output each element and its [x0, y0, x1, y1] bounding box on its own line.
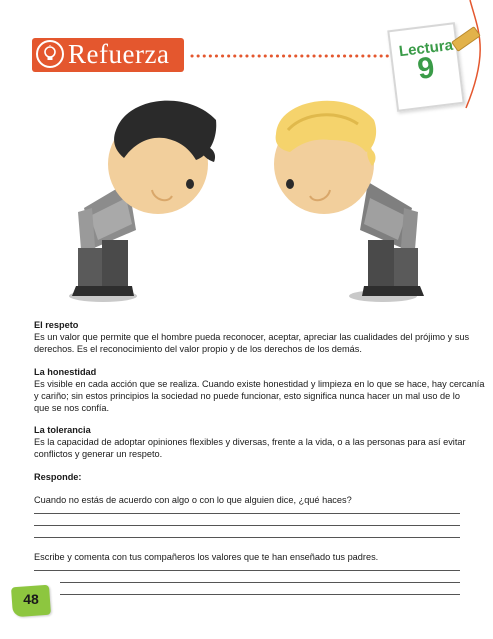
section-body-line: que se nos confía.	[34, 403, 110, 413]
answer-line[interactable]	[60, 582, 460, 583]
question-1: Cuando no estás de acuerdo con algo o con lo que alguien dice, ¿qué haces?	[34, 495, 352, 505]
section-body-line: Es la capacidad de adoptar opiniones flexibles y diversas, frente a la vida, o a las personas para así evitar	[34, 437, 466, 447]
answer-line[interactable]	[34, 570, 460, 571]
banner-title: Refuerza	[68, 39, 170, 69]
section-body-line: derechos. Es el reconocimiento del valor propio y de los derechos de los demás.	[34, 344, 362, 354]
section-body-line: y cariño; sin estos principios la sociedad no puede funcionar, esto significa nunca hacer un mal uso de lo	[34, 391, 460, 401]
left-boy	[72, 101, 216, 296]
question-2: Escribe y comenta con tus compañeros los valores que te han enseñado tus padres.	[34, 552, 379, 562]
section-heading-tolerancia: La tolerancia	[34, 425, 91, 435]
section-body-line: Es un valor que permite que el hombre pueda reconocer, aceptar, apreciar las cualidades del prójimo y sus	[34, 332, 470, 342]
activity-label: Responde:	[34, 472, 82, 482]
section-body-line: Es visible en cada acción que se realiza. Cuando existe honestidad y limpieza en lo que se hace, hay cercanía	[34, 379, 485, 389]
page-number: 48	[23, 591, 39, 607]
lesson-label: Lectura	[398, 36, 454, 61]
right-boy	[274, 101, 424, 296]
lesson-number: 9	[415, 51, 437, 86]
answer-line[interactable]	[60, 594, 460, 595]
section-heading-respeto: El respeto	[34, 320, 79, 330]
bowing-boys-illustration	[68, 90, 428, 304]
dotted-divider	[190, 54, 405, 58]
answer-line[interactable]	[34, 525, 460, 526]
section-heading-honestidad: La honestidad	[34, 367, 97, 377]
lightbulb-icon	[36, 40, 64, 68]
answer-line[interactable]	[34, 537, 460, 538]
section-body-line: conflictos y generar un respeto.	[34, 449, 163, 459]
answer-line[interactable]	[34, 513, 460, 514]
